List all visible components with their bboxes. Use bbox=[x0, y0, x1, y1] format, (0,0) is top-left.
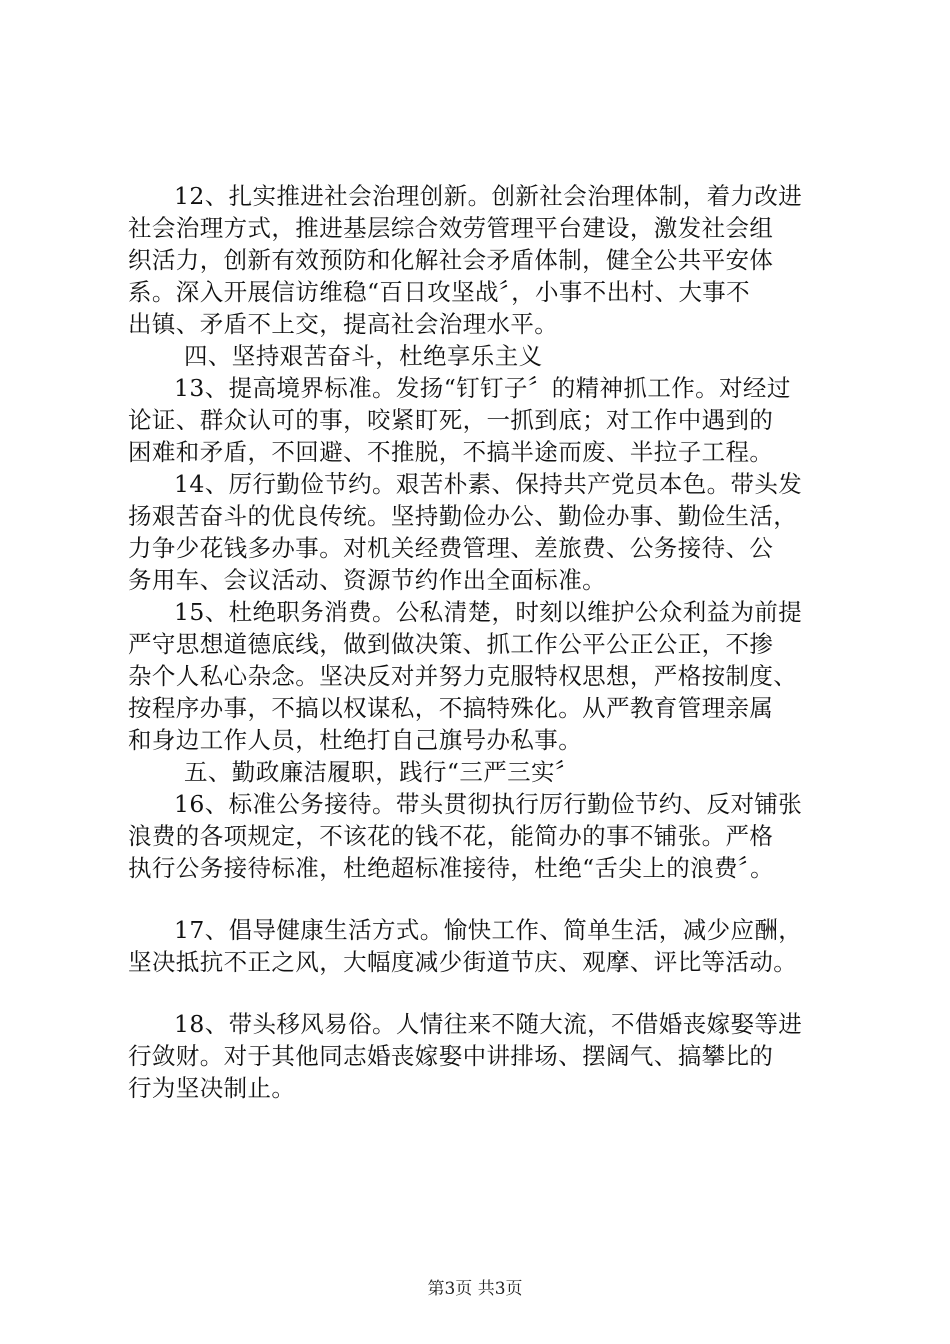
heading-line: 五、勤政廉洁履职，践行“三严三实〞 bbox=[184, 758, 579, 786]
paragraph-18 bbox=[128, 1008, 833, 1104]
paragraph-gap bbox=[128, 978, 833, 1008]
paragraph-gap bbox=[128, 884, 833, 914]
text-line: 行敛财。对于其他同志婚丧嫁娶中讲排场、摆阔气、搞攀比的 bbox=[128, 1042, 774, 1070]
text-line: 浪费的各项规定，不该花的钱不花，能简办的事不铺张。严格 bbox=[128, 822, 774, 850]
paragraph-13 bbox=[128, 372, 833, 468]
text-line: 12、扎实推进社会治理创新。创新社会治理体制，着力改进 bbox=[174, 182, 803, 210]
text-line: 力争少花钱多办事。对机关经费管理、差旅费、公务接待、公 bbox=[128, 534, 774, 562]
page-number-label: 第3页 共3页 bbox=[427, 1279, 523, 1299]
heading-line: 四、坚持艰苦奋斗，杜绝享乐主义 bbox=[184, 342, 543, 370]
section-heading-4 bbox=[128, 340, 833, 372]
text-line: 15、杜绝职务消费。公私清楚，时刻以维护公众利益为前提 bbox=[174, 598, 803, 626]
text-line: 论证、群众认可的事，咬紧盯死，一抓到底；对工作中遇到的 bbox=[128, 406, 774, 434]
paragraph-14 bbox=[128, 468, 833, 596]
text-line: 14、厉行勤俭节约。艰苦朴素、保持共产党员本色。带头发 bbox=[174, 470, 803, 498]
text-line: 系。深入开展信访维稳“百日攻坚战〞，小事不出村、大事不 bbox=[128, 278, 751, 306]
text-line: 出镇、矛盾不上交，提高社会治理水平。 bbox=[128, 310, 559, 338]
text-line: 社会治理方式，推进基层综合效劳管理平台建设，激发社会组 bbox=[128, 214, 774, 242]
page-footer bbox=[0, 1274, 950, 1299]
text-line: 杂个人私心杂念。坚决反对并努力克服特权思想，严格按制度、 bbox=[128, 662, 798, 690]
text-line: 扬艰苦奋斗的优良传统。坚持勤俭办公、勤俭办事、勤俭生活， bbox=[128, 502, 798, 530]
paragraph-15 bbox=[128, 596, 833, 756]
paragraph-16 bbox=[128, 788, 833, 884]
paragraph-17 bbox=[128, 914, 833, 978]
paragraph-12 bbox=[128, 180, 833, 340]
document-body bbox=[128, 180, 833, 1104]
section-heading-5 bbox=[128, 756, 833, 788]
text-line: 困难和矛盾，不回避、不推脱，不搞半途而废、半拉子工程。 bbox=[128, 438, 774, 466]
text-line: 执行公务接待标准，杜绝超标准接待，杜绝“舌尖上的浪费〞。 bbox=[128, 854, 774, 882]
text-line: 严守思想道德底线，做到做决策、抓工作公平公正公正，不掺 bbox=[128, 630, 774, 658]
text-line: 织活力，创新有效预防和化解社会矛盾体制，健全公共平安体 bbox=[128, 246, 774, 274]
text-line: 17、倡导健康生活方式。愉快工作、简单生活，减少应酬， bbox=[174, 916, 803, 944]
text-line: 行为坚决制止。 bbox=[128, 1074, 296, 1102]
text-line: 13、提高境界标准。发扬“钉钉子〞的精神抓工作。对经过 bbox=[174, 374, 791, 402]
text-line: 和身边工作人员，杜绝打自己旗号办私事。 bbox=[128, 726, 583, 754]
text-line: 18、带头移风易俗。人情往来不随大流，不借婚丧嫁娶等进 bbox=[174, 1010, 803, 1038]
text-line: 16、标准公务接待。带头贯彻执行厉行勤俭节约、反对铺张 bbox=[174, 790, 803, 818]
text-line: 坚决抵抗不正之风，大幅度减少街道节庆、观摩、评比等活动。 bbox=[128, 948, 798, 976]
text-line: 务用车、会议活动、资源节约作出全面标准。 bbox=[128, 566, 606, 594]
text-line: 按程序办事，不搞以权谋私，不搞特殊化。从严教育管理亲属 bbox=[128, 694, 774, 722]
